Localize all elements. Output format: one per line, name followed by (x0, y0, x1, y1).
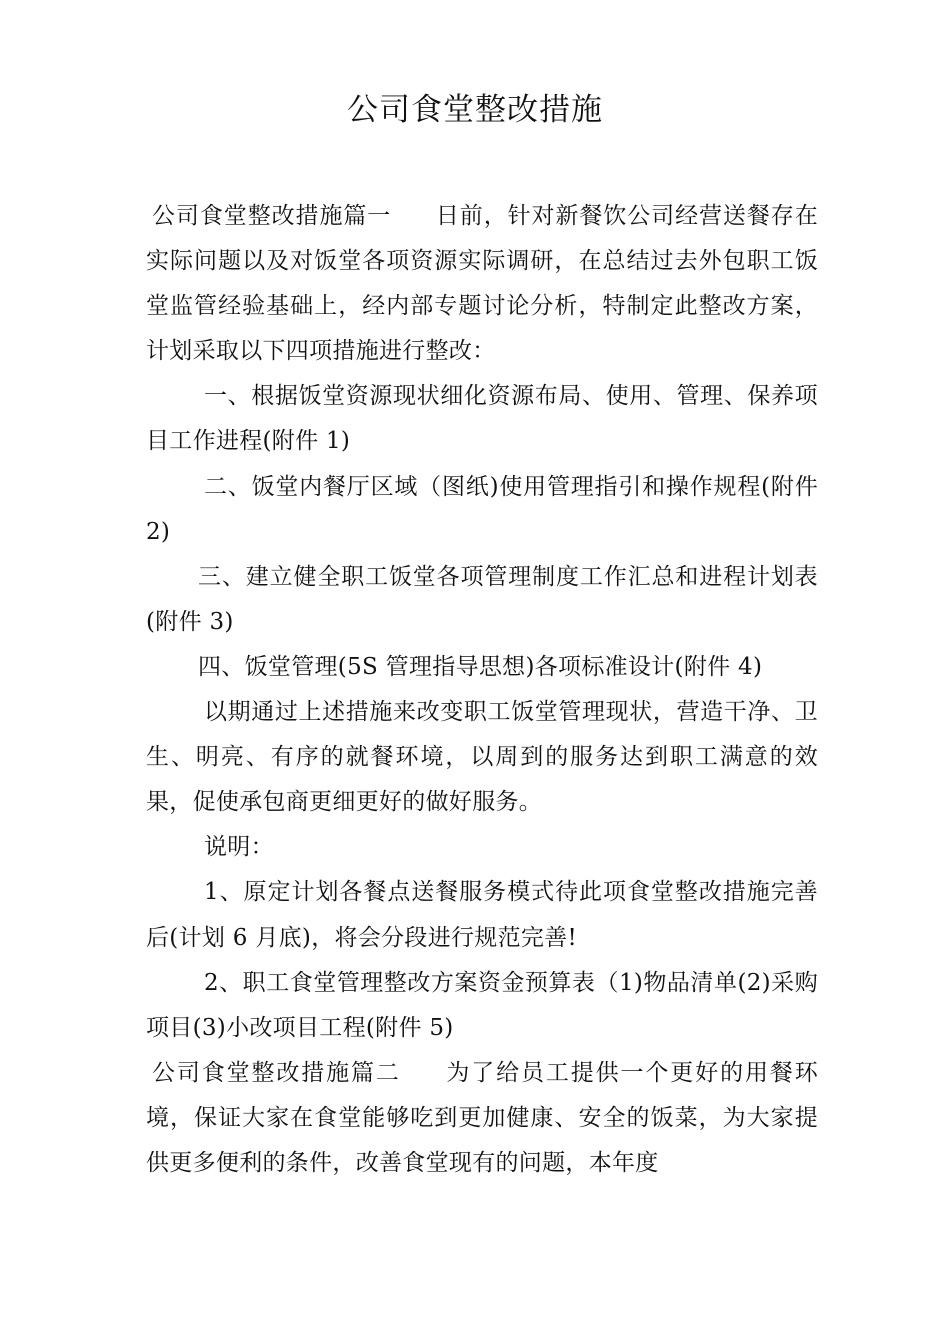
notes-label: 说明： (204, 834, 274, 861)
section2-intro: 为了给员工提供一个更好的用餐环境，保证大家在食堂能够吃到更加健康、安全的饭菜，为大家提供更多便利的条件，改善食堂现有的问题，本年度 (146, 1059, 819, 1176)
document-title: 公司食堂整改措施 (347, 92, 603, 128)
goal-paragraph: 以期通过上述措施来改变职工饭堂管理现状，营造干净、卫生、明亮、有序的就餐环境，以周到的服务达到职工满意的效果，促使承包商更细更好的做好服务。 (146, 699, 818, 816)
note-item-1: 1、原定计划各餐点送餐服务模式待此项食堂整改措施完善后(计划 6 月底)，将会分段进行规范完善! (146, 879, 818, 951)
measure-item-3: 三、建立健全职工饭堂各项管理制度工作汇总和进程计划表(附件 3) (146, 563, 818, 635)
measure-item-1: 一、根据饭堂资源现状细化资源布局、使用、管理、保养项目工作进程(附件 1) (146, 383, 818, 455)
measure-item-4: 四、饭堂管理(5S 管理指导思想)各项标准设计(附件 4) (198, 653, 763, 680)
section1-paragraph (146, 194, 818, 374)
section2-paragraph (146, 1051, 818, 1186)
note-item-2: 2、职工食堂管理整改方案资金预算表（1)物品清单(2)采购项目(3)小改项目工程(附件 5) (146, 969, 818, 1041)
section1-intro: 日前，针对新餐饮公司经营送餐存在实际问题以及对饭堂各项资源实际调研，在总结过去外包职工饭堂监管经验基础上，经内部专题讨论分析，特制定此整改方案，计划采取以下四项措施进行整改： (146, 203, 818, 365)
document-body (146, 194, 818, 1186)
section2-heading: 公司食堂整改措施篇二 (152, 1059, 401, 1086)
measure-item-2: 二、饭堂内餐厅区域（图纸)使用管理指引和操作规程(附件 2) (146, 473, 818, 545)
section1-heading: 公司食堂整改措施篇一 (152, 203, 392, 229)
